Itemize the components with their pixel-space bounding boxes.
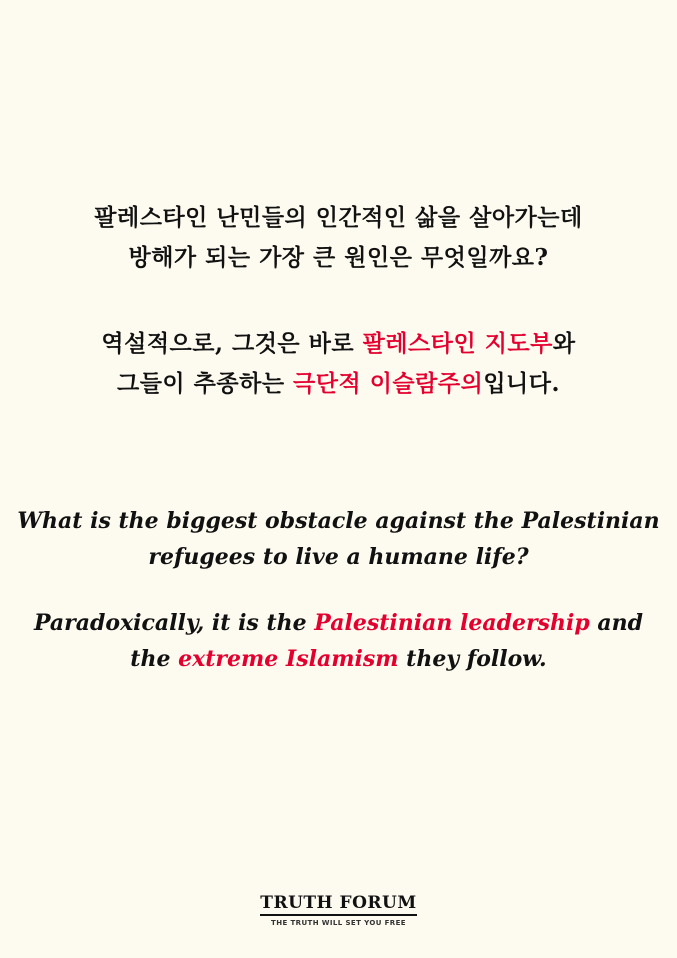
logo-tagline: THE TRUTH WILL SET YOU FREE (271, 919, 406, 927)
english-question-line-2: refugees to live a humane life? (148, 544, 529, 570)
korean-answer-line-1 (0, 324, 677, 364)
korean-question-line-2: 방해가 되는 가장 큰 원인은 무엇일까요? (128, 244, 549, 271)
english-highlight-leadership: Palestinian leadership (314, 610, 590, 636)
korean-answer-line-2 (0, 364, 677, 404)
english-highlight-islamism: extreme Islamism (178, 646, 399, 672)
korean-answer (0, 324, 677, 404)
english-answer-line-2-text: the (130, 646, 179, 672)
english-answer-line-1-suffix: and (589, 610, 644, 636)
korean-highlight-islamism: 극단적 이슬람주의 (293, 370, 484, 397)
truth-forum-logo (0, 893, 677, 928)
english-answer (0, 605, 677, 677)
korean-answer-line-1-text: 역설적으로, 그것은 바로 (101, 330, 363, 357)
english-question (0, 503, 677, 575)
korean-answer-line-1-suffix: 와 (552, 330, 576, 357)
korean-answer-line-2-text: 그들이 추종하는 (117, 370, 294, 397)
logo-title: TRUTH FORUM (260, 893, 416, 916)
korean-highlight-leadership: 팔레스타인 지도부 (362, 330, 553, 357)
english-answer-line-1-text: Paradoxically, it is the (33, 610, 315, 636)
english-answer-line-2 (0, 641, 677, 677)
english-answer-line-1 (0, 605, 677, 641)
korean-question (0, 198, 677, 278)
korean-answer-line-2-suffix: 입니다. (483, 370, 560, 397)
korean-question-line-1: 팔레스타인 난민들의 인간적인 삶을 살아가는데 (94, 204, 583, 231)
english-answer-line-2-suffix: they follow. (398, 646, 547, 672)
english-question-line-1: What is the biggest obstacle against the Palestinian (17, 508, 660, 534)
